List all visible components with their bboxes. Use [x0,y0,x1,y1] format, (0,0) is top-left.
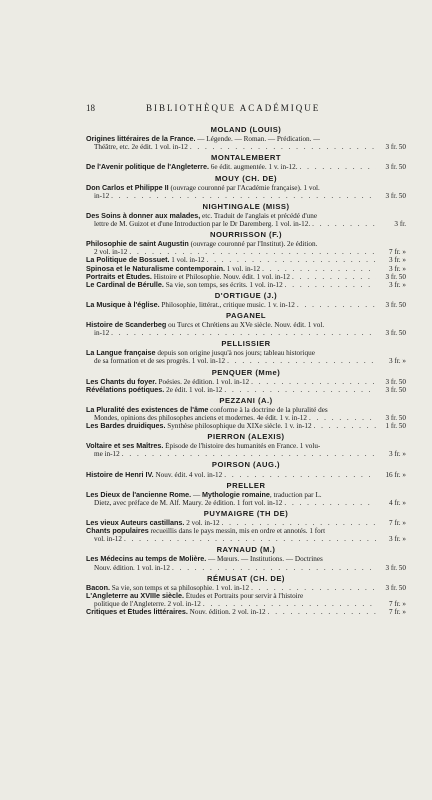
dot-leader [124,535,376,543]
price: 16 fr. » [385,470,406,479]
price: 3 fr. 50 [385,414,406,422]
author-heading: RAYNAUD (M.) [216,545,276,555]
entry-text [86,265,260,273]
book-entry [86,592,406,608]
author-heading: NOURRISSON (F.) [209,230,283,240]
book-description: Sa vie, son temps, ses écrits. 1 vol. in-12 [163,280,283,289]
author-heading: PAGANEL [225,310,267,320]
dot-leader [111,192,376,200]
author-section [86,203,406,228]
book-description: 6e édit. augmentée. 1 v. in-12. [208,163,298,172]
price: 7 fr. » [389,599,406,608]
author-heading: D'ORTIGUE (J.) [214,290,278,300]
entry-line [86,248,406,256]
book-entry [86,491,406,507]
entry-line [86,321,406,329]
entry-text [94,143,188,151]
price: 3 fr. 50 [385,272,406,281]
entry-line [86,442,406,450]
entry-text [86,184,320,192]
entry-line [86,143,406,151]
entry-line [86,406,406,414]
entry-line [86,135,406,143]
book-description: depuis son origine jusqu'à nos jours; tableau historique [155,349,315,358]
book-title: Histoire de Henri IV. [86,470,154,479]
book-title: Chants populaires [86,527,149,536]
author-heading: MOUY (CH. DE) [214,173,278,183]
book-description: conforme à la doctrine de la pluralité des [208,405,328,414]
book-title: Les Chants du foyer. [86,377,157,386]
book-entry [86,406,406,422]
dot-leader [222,519,376,527]
author-heading: PENQUER (Mme) [211,367,281,377]
book-title: Histoire de Scanderbeg [86,321,167,330]
entry-line [86,273,406,281]
entry-line [86,592,406,600]
author-section [86,340,406,365]
entry-text [94,220,310,228]
entry-line [86,555,406,563]
author-heading: PELLISSIER [221,339,271,349]
book-description: Poésies. 2e édition. 1 vol. in-12 [156,377,250,386]
dot-leader [314,422,376,430]
page-number: 18 [86,103,95,113]
entry-line [86,163,406,171]
author-heading: PRELLER [226,480,266,490]
entry-line [86,519,406,527]
price: 3 fr. 50 [385,143,406,152]
book-entry [86,265,406,273]
book-description: lettre de M. Guizot et d'une Introduction par le Dr Daremberg. 1 vol. in-12. [94,220,311,229]
dot-leader [224,471,376,479]
entry-text [86,212,317,220]
book-title: Les Dieux de l'ancienne Rome. [86,490,192,499]
book-description: 2e édit. 1 vol. in-12 [164,385,223,394]
entry-line [86,265,406,273]
book-title: La Musique à l'église. [86,300,160,309]
book-description: (ouvrage couronné par l'Académie française). 1 vol. [168,183,320,192]
author-heading: PIERRON (ALEXIS) [207,432,285,442]
book-entry [86,442,406,458]
price: 3 fr. 50 [385,583,406,592]
entry-text [86,349,315,357]
author-section [86,433,406,458]
dot-leader [203,600,376,608]
entry-line [86,240,406,248]
book-entry [86,256,406,264]
book-title: Philosophie de saint Augustin [86,240,189,249]
price: 7 fr. » [389,519,406,528]
book-title: Voltaire et ses Maîtres. [86,442,164,451]
dot-leader [227,357,376,365]
book-title: Bacon. [86,583,110,592]
author-section [86,231,406,289]
dot-leader [111,329,376,337]
book-description: in-12 [94,191,110,200]
book-description: 1 vol. in-12 [225,264,261,273]
author-section [86,369,406,394]
entry-text [86,256,205,264]
author-section [86,575,406,616]
book-entry [86,135,406,151]
dot-leader [309,414,376,422]
entry-text [86,555,323,563]
dot-leader [262,265,376,273]
entry-text [86,406,328,414]
author-section [86,175,406,200]
author-heading: MOLAND (LOUIS) [210,125,282,135]
dot-leader [285,281,376,289]
book-title: L'Angleterre au XVIIIe siècle. [86,591,184,600]
book-description: Études et Portraits pour servir à l'histoire [183,591,304,600]
author-section [86,292,406,309]
book-entry [86,184,406,200]
dot-leader [251,584,376,592]
dot-leader [190,143,376,151]
price: 3 fr. » [389,280,406,289]
book-title: La Langue française [86,349,156,358]
price: 3 fr. 50 [385,377,406,386]
price: 3 fr. [394,220,406,229]
entry-line [86,301,406,309]
entry-line [86,386,406,394]
book-entry [86,273,406,281]
book-description: 1 vol. in-12 [169,256,205,265]
entry-text [86,592,303,600]
price: 3 fr. » [389,450,406,459]
entry-text [86,519,220,527]
entry-text [86,491,322,499]
dot-leader [207,256,376,264]
book-title: Les Bardes druidiques. [86,422,166,431]
entry-line [86,584,406,592]
entry-line [86,192,406,200]
entry-line [86,499,406,507]
entry-line [86,422,406,430]
book-title: Don Carlos et Philippe II [86,183,169,192]
price: 3 fr. 50 [385,563,406,572]
book-entry [86,378,406,386]
entry-text [86,471,222,479]
price: 3 fr. 50 [385,385,406,394]
entry-text [94,248,127,256]
entry-line [86,378,406,386]
entry-text [86,281,283,289]
running-head: BIBLIOTHÈQUE ACADÉMIQUE [146,103,321,113]
book-entry [86,349,406,365]
author-heading: NIGHTINGALE (MISS) [202,201,290,211]
entry-line [86,220,406,228]
entry-text [86,135,320,143]
book-title: Critiques et Études littéraires. [86,607,188,616]
entry-text [86,608,266,616]
entry-text [94,414,307,422]
dot-leader [284,499,376,507]
book-title: La Politique de Bossuet. [86,256,170,265]
page-header [86,104,406,112]
book-title: Le Cardinal de Bérulle. [86,280,164,289]
dot-leader [297,301,376,309]
book-title: Portraits et Études. [86,272,152,281]
book-description: — [191,490,202,499]
author-heading: PEZZANI (A.) [219,395,273,405]
book-description: vol. in-12 [94,535,122,544]
entry-text [94,564,170,572]
book-entry [86,555,406,571]
book-entry [86,163,406,171]
book-description: Nouv. édition. 2 vol. in-12 [187,607,266,616]
entry-line [86,256,406,264]
book-description: Nouv. édit. 4 vol. in-12 [153,470,223,479]
book-description: recueillis dans le pays messin, mis en ordre et annotés. 1 fort [148,527,326,536]
book-description: 2 vol. in-12 [184,519,220,528]
price: 7 fr. » [389,607,406,616]
book-description: Philosophie, littérat., critique music. 1 v. in-12 [159,300,295,309]
author-heading: MONTALEMBERT [211,153,281,163]
book-title: Des Soins à donner aux malades, [86,211,201,220]
book-entry [86,608,406,616]
book-description: (ouvrage couronné par l'Institut). 2e édition. [188,240,318,249]
entry-line [86,357,406,365]
book-entry [86,321,406,337]
price: 4 fr. » [389,498,406,507]
book-title: Spinosa et le Naturalisme contemporain. [86,264,225,273]
entry-line [86,471,406,479]
catalog-listing [86,126,406,616]
entry-line [86,349,406,357]
author-heading: RÉMUSAT (CH. DE) [207,573,285,583]
entry-text [86,422,312,430]
book-entry [86,240,406,256]
book-title: Les Médecins au temps de Molière. [86,555,207,564]
entry-text [94,600,201,608]
author-section [86,397,406,430]
author-heading: PUYMAIGRE (TH DE) [203,508,289,518]
dot-leader [300,163,376,171]
entry-text [94,192,109,200]
entry-text [86,378,249,386]
book-entry [86,386,406,394]
book-title: Révélations poétiques. [86,385,165,394]
author-section [86,546,406,571]
entry-text [94,357,225,365]
dot-leader [122,450,376,458]
book-description: politique de l'Angleterre. 2 vol. in-12 [94,599,201,608]
entry-text [86,386,222,394]
entry-line [86,414,406,422]
entry-text [94,499,282,507]
book-entry [86,422,406,430]
book-description: Dietz, avec préface de M. Alf. Maury. 2e édition. 1 fort vol. in-12 [94,498,283,507]
book-description: Théâtre, etc. 2e édit. 1 vol. in-12 [94,143,188,152]
book-entry [86,584,406,592]
book-description: ou Turcs et Chrétiens au XVe siècle. Nouv. édit. 1 vol. [166,321,325,330]
author-section [86,154,406,171]
entry-text [86,321,324,329]
price: 3 fr. 50 [385,300,406,309]
entry-text [86,240,317,248]
entry-text [94,535,122,543]
dot-leader [224,386,376,394]
entry-line [86,600,406,608]
entry-text [86,527,325,535]
book-description: de sa formation et de ses progrès. 1 vol. in-12 [94,357,226,366]
price: 3 fr. » [389,535,406,544]
entry-line [86,564,406,572]
entry-line [86,450,406,458]
author-section [86,126,406,151]
author-section [86,482,406,507]
entry-text [86,584,249,592]
book-description: Synthèse philosophique du XIXe siècle. 1 v. in-12 [165,422,312,431]
entry-line [86,184,406,192]
price: 3 fr. » [389,357,406,366]
dot-leader [251,378,376,386]
dot-leader [292,273,376,281]
entry-line [86,535,406,543]
entry-text [86,442,320,450]
book-entry [86,527,406,543]
book-entry [86,519,406,527]
book-description: Sa vie, son temps et sa philosophie. 1 vol. in-12 [109,583,250,592]
book-title: Mythologie romaine [201,490,270,499]
entry-line [86,329,406,337]
book-description: Nouv. édition. 1 vol. in-12 [94,563,170,572]
price: 3 fr. 50 [385,163,406,172]
author-section [86,510,406,543]
author-heading: POIRSON (AUG.) [211,460,281,470]
book-description: , traduction par L. [269,490,322,499]
book-description: — Mœurs. — Institutions. — Doctrines [206,555,323,564]
author-section [86,312,406,337]
book-entry [86,301,406,309]
author-section [86,461,406,478]
price: 3 fr. 50 [385,329,406,338]
entry-line [86,608,406,616]
book-description: — Légende. — Roman. — Prédication. — [195,135,321,144]
entry-text [86,273,290,281]
book-description: Épisode de l'histoire des humanités en France. 1 volu- [163,442,321,451]
entry-line [86,491,406,499]
book-description: etc. Traduit de l'anglais et précédé d'une [200,211,318,220]
book-description: me in-12 [94,450,120,459]
price: 3 fr. » [389,256,406,265]
book-title: La Pluralité des existences de l'âme [86,405,209,414]
entry-line [86,212,406,220]
entry-line [86,281,406,289]
book-entry [86,212,406,228]
price: 3 fr. » [389,264,406,273]
entry-line [86,527,406,535]
dot-leader [129,248,376,256]
entry-text [94,450,120,458]
price: 7 fr. » [389,248,406,257]
book-title: Les vieux Auteurs castillans. [86,519,185,528]
book-description: in-12 [94,329,110,338]
book-entry [86,471,406,479]
entry-text [86,163,298,171]
entry-text [86,301,295,309]
dot-leader [172,564,376,572]
book-description: Histoire et Philosophie. Nouv. édit. 1 vol. in-12 [151,272,290,281]
price: 1 fr. 50 [385,422,406,431]
price: 3 fr. 50 [385,191,406,200]
book-entry [86,281,406,289]
book-description: 2 vol. in-12 [94,248,128,257]
book-description: Mondes, opinions des philosophes anciens et modernes. 4e édit. 1 v. in-12 [94,414,307,422]
dot-leader [268,608,376,616]
entry-text [94,329,109,337]
dot-leader [312,220,376,228]
book-title: Origines littéraires de la France. [86,135,196,144]
book-title: De l'Avenir politique de l'Angleterre. [86,163,209,172]
